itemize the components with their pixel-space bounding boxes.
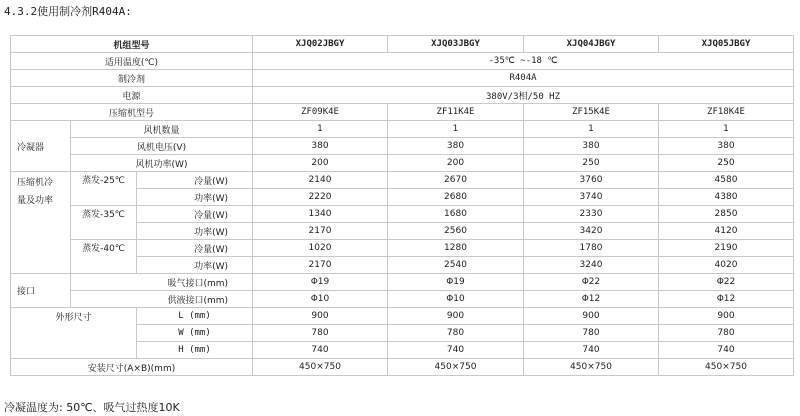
value-cell: 250 (659, 155, 794, 172)
value-cell: 900 (388, 308, 524, 325)
value-cell: 3760 (524, 172, 659, 189)
row-label-cell: 功率(W) (137, 223, 253, 240)
value-cell: 1680 (388, 206, 524, 223)
value-cell: 2220 (253, 189, 388, 206)
install-row (11, 359, 794, 376)
value-cell: 780 (388, 325, 524, 342)
value-cell: 450×750 (524, 359, 659, 376)
row-label-cell: 功率(W) (137, 257, 253, 274)
value-cell: 3240 (524, 257, 659, 274)
value-cell: Φ22 (524, 274, 659, 291)
value-cell: Φ19 (388, 274, 524, 291)
value-cell: 740 (659, 342, 794, 359)
spec-table-body (11, 36, 794, 376)
row-label-cell: 电源 (11, 87, 253, 104)
value-cell: 4380 (659, 189, 794, 206)
condenser-row (11, 155, 794, 172)
value-cell: 2140 (253, 172, 388, 189)
value-cell: 450×750 (388, 359, 524, 376)
value-cell: 2190 (659, 240, 794, 257)
row-label-cell: 风机功率(W) (71, 155, 253, 172)
row-label-cell: 冷量(W) (137, 206, 253, 223)
value-cell: 2680 (388, 189, 524, 206)
condenser-row (11, 138, 794, 155)
value-cell: 740 (524, 342, 659, 359)
merged-value-cell: R404A (253, 70, 794, 87)
value-cell: 200 (253, 155, 388, 172)
capacity-row (11, 240, 794, 257)
value-cell: 1280 (388, 240, 524, 257)
value-cell: 380 (524, 138, 659, 155)
value-cell: 780 (524, 325, 659, 342)
model-header-cell: XJQ03JBGY (388, 36, 524, 53)
value-cell: 380 (253, 138, 388, 155)
value-cell: ZF15K4E (524, 104, 659, 121)
value-cell: 4120 (659, 223, 794, 240)
value-cell: ZF09K4E (253, 104, 388, 121)
value-cell: 450×750 (659, 359, 794, 376)
capacity-row (11, 172, 794, 189)
value-cell: 1020 (253, 240, 388, 257)
value-cell: 3740 (524, 189, 659, 206)
value-cell: 3420 (524, 223, 659, 240)
value-cell: 900 (253, 308, 388, 325)
category-label-line: 量及功率 (17, 196, 54, 206)
model-header-cell: XJQ02JBGY (253, 36, 388, 53)
row-label-cell: 制冷剂 (11, 70, 253, 87)
evap-group-cell: 蒸发-35℃ (71, 206, 137, 240)
value-cell: Φ12 (659, 291, 794, 308)
value-cell: 2170 (253, 257, 388, 274)
value-cell: 2540 (388, 257, 524, 274)
port-row (11, 291, 794, 308)
section-heading: 4.3.2使用制冷剂R404A: (4, 5, 132, 18)
value-cell: 380 (659, 138, 794, 155)
value-cell: ZF18K4E (659, 104, 794, 121)
value-cell: 740 (388, 342, 524, 359)
row-label-cell: 适用温度(℃) (11, 53, 253, 70)
row-label-cell: 吸气接口(mm) (71, 274, 253, 291)
value-cell: 1 (659, 121, 794, 138)
value-cell: 900 (659, 308, 794, 325)
value-cell: ZF11K4E (388, 104, 524, 121)
common-row (11, 53, 794, 70)
dimension-row (11, 308, 794, 325)
value-cell: 1340 (253, 206, 388, 223)
value-cell: 1 (253, 121, 388, 138)
row-label-cell: 风机数量 (71, 121, 253, 138)
row-label-cell: 冷量(W) (137, 240, 253, 257)
value-cell: Φ10 (253, 291, 388, 308)
value-cell: 740 (253, 342, 388, 359)
condensing-note: 冷凝温度为: 50℃、吸气过热度10K (4, 401, 180, 414)
category-cell: 外形尺寸 (11, 308, 137, 359)
row-label-cell: 供液接口(mm) (71, 291, 253, 308)
evap-group-cell: 蒸发-40℃ (71, 240, 137, 274)
value-cell: 380 (388, 138, 524, 155)
value-cell: 1780 (524, 240, 659, 257)
row-label-cell: 功率(W) (137, 189, 253, 206)
header-label-cell: 机组型号 (11, 36, 253, 53)
value-cell: 2170 (253, 223, 388, 240)
value-cell: Φ22 (659, 274, 794, 291)
value-cell: Φ19 (253, 274, 388, 291)
row-label-cell: H (mm) (137, 342, 253, 359)
value-cell: 200 (388, 155, 524, 172)
category-label-line: 压缩机冷 (17, 178, 54, 188)
refrigeration-spec-table (10, 35, 794, 376)
value-cell: 780 (253, 325, 388, 342)
value-cell: 450×750 (253, 359, 388, 376)
compressor-row (11, 104, 794, 121)
value-cell: 780 (659, 325, 794, 342)
port-row (11, 274, 794, 291)
model-header-cell: XJQ05JBGY (659, 36, 794, 53)
value-cell: 900 (524, 308, 659, 325)
value-cell: 2560 (388, 223, 524, 240)
value-cell: Φ12 (524, 291, 659, 308)
category-cell: 接口 (11, 274, 71, 308)
value-cell: 2670 (388, 172, 524, 189)
row-label-cell: 安装尺寸(A×B)(mm) (11, 359, 253, 376)
category-cell: 冷凝器 (11, 121, 71, 172)
common-row (11, 70, 794, 87)
category-cell (11, 172, 71, 274)
value-cell: Φ10 (388, 291, 524, 308)
merged-value-cell: -35℃ ~-18 ℃ (253, 53, 794, 70)
row-label-cell: 冷量(W) (137, 172, 253, 189)
value-cell: 1 (524, 121, 659, 138)
value-cell: 4580 (659, 172, 794, 189)
model-header-cell: XJQ04JBGY (524, 36, 659, 53)
value-cell: 250 (524, 155, 659, 172)
row-label-cell: L (mm) (137, 308, 253, 325)
condenser-row (11, 121, 794, 138)
value-cell: 2850 (659, 206, 794, 223)
value-cell: 2330 (524, 206, 659, 223)
evap-group-cell: 蒸发-25℃ (71, 172, 137, 206)
row-label-cell: 风机电压(V) (71, 138, 253, 155)
merged-value-cell: 380V/3相/50 HZ (253, 87, 794, 104)
header-row (11, 36, 794, 53)
row-label-cell: W (mm) (137, 325, 253, 342)
row-label-cell: 压缩机型号 (11, 104, 253, 121)
capacity-row (11, 206, 794, 223)
value-cell: 4020 (659, 257, 794, 274)
common-row (11, 87, 794, 104)
value-cell: 1 (388, 121, 524, 138)
